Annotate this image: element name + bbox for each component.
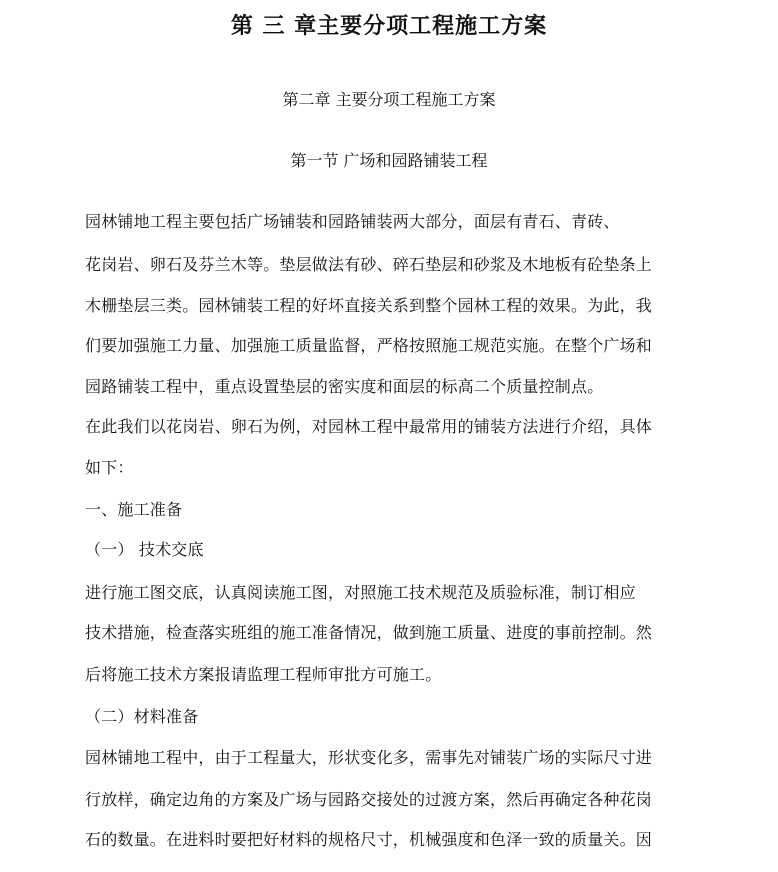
body-line: 进行施工图交底，认真阅读施工图，对照施工技术规范及质验标准，制订相应 xyxy=(85,583,636,602)
body-line: 在此我们以花岗岩、卵石为例，对园林工程中最常用的铺装方法进行介绍，具体 xyxy=(85,417,653,436)
section-title: 第一节 广场和园路铺装工程 xyxy=(290,151,488,170)
body-line: 园林铺地工程中，由于工程量大，形状变化多，需事先对铺装广场的实际尺寸进 xyxy=(85,748,653,767)
subheading-tech-briefing: （一） 技术交底 xyxy=(85,540,204,559)
body-line: 木栅垫层三类。园林铺装工程的好坏直接关系到整个园林工程的效果。为此，我 xyxy=(85,296,653,315)
body-line: 石的数量。在进料时要把好材料的规格尺寸，机械强度和色泽一致的质量关。因 xyxy=(85,830,653,849)
body-line: 园林铺地工程主要包括广场铺装和园路铺装两大部分，面层有青石、青砖、 xyxy=(85,212,620,231)
body-line: 花岗岩、卵石及芬兰木等。垫层做法有砂、碎石垫层和砂浆及木地板有砼垫条上 xyxy=(85,255,653,274)
body-line: 后将施工技术方案报请监理工程师审批方可施工。 xyxy=(85,665,442,684)
body-line: 园路铺装工程中，重点设置垫层的密实度和面层的标高二个质量控制点。 xyxy=(85,377,604,396)
subheading-material-prep: （二）材料准备 xyxy=(85,707,199,726)
main-title: 第 三 章主要分项工程施工方案 xyxy=(230,13,548,39)
body-line: 们要加强施工力量、加强施工质量监督，严格按照施工规范实施。在整个广场和 xyxy=(85,336,653,355)
chapter-title: 第二章 主要分项工程施工方案 xyxy=(282,90,496,109)
body-line: 如下： xyxy=(85,458,134,477)
body-line: 行放样，确定边角的方案及广场与园路交接处的过渡方案，然后再确定各种花岗 xyxy=(85,790,653,809)
body-line: 技术措施，检查落实班组的施工准备情况，做到施工质量、进度的事前控制。然 xyxy=(85,623,653,642)
heading-construction-prep: 一、施工准备 xyxy=(85,500,183,519)
